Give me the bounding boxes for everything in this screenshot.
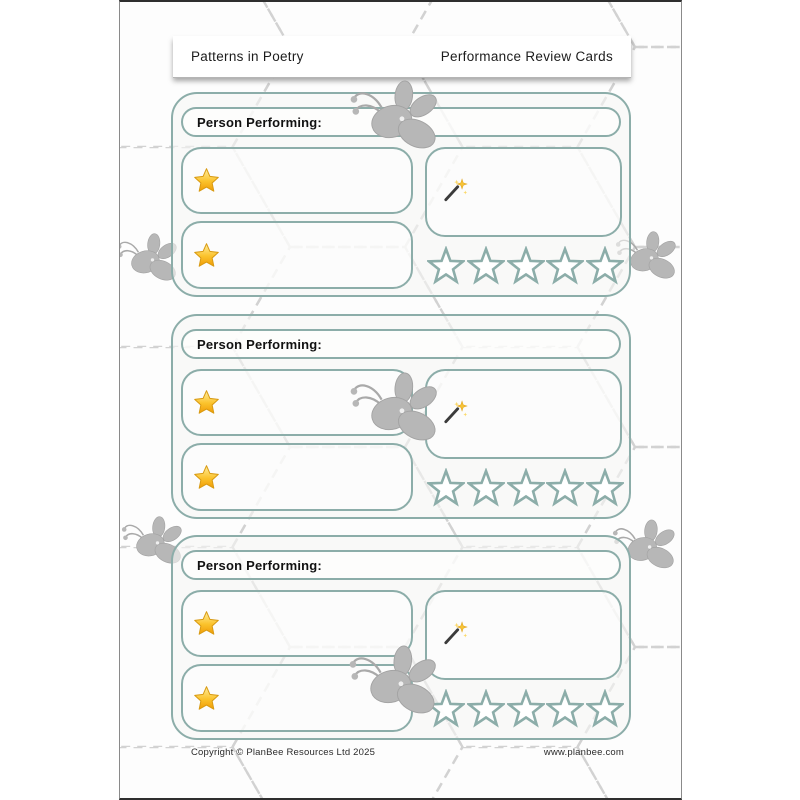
rating-star-icon <box>546 246 584 286</box>
rating-star-icon <box>507 246 545 286</box>
rating-star-icon <box>507 689 545 729</box>
strength-box-1 <box>181 147 413 214</box>
footer <box>191 747 624 758</box>
star-rating <box>427 467 624 508</box>
star-rating <box>427 688 624 729</box>
magic-wand-icon <box>442 399 468 425</box>
magic-wand-icon <box>442 177 468 203</box>
person-performing-field <box>181 550 621 580</box>
star-icon <box>193 685 220 712</box>
website-link[interactable]: www.planbee.com <box>543 747 624 758</box>
person-performing-label: Person Performing: <box>197 557 322 573</box>
rating-star-icon <box>507 468 545 508</box>
strength-box-2 <box>181 443 413 511</box>
resource-title: Performance Review Cards <box>440 49 613 64</box>
copyright-text: Copyright © PlanBee Resources Ltd 2025 <box>191 747 376 758</box>
rating-star-icon <box>586 246 624 286</box>
rating-star-icon <box>546 689 584 729</box>
person-performing-label: Person Performing: <box>197 114 322 130</box>
bee-icon <box>347 645 442 717</box>
rating-star-icon <box>427 468 465 508</box>
header-bar <box>173 36 631 77</box>
worksheet-page <box>119 0 682 800</box>
person-performing-label: Person Performing: <box>197 336 322 352</box>
star-icon <box>193 242 220 269</box>
star-icon <box>193 167 220 194</box>
bee-icon <box>348 80 443 152</box>
rating-star-icon <box>467 246 505 286</box>
lesson-title: Patterns in Poetry <box>191 49 304 64</box>
improvement-box <box>425 147 622 237</box>
improvement-box <box>425 590 622 680</box>
star-icon <box>193 610 220 637</box>
rating-star-icon <box>467 468 505 508</box>
rating-star-icon <box>467 689 505 729</box>
star-rating <box>427 245 624 286</box>
rating-star-icon <box>586 468 624 508</box>
strength-box-2 <box>181 221 413 289</box>
star-icon <box>193 464 220 491</box>
magic-wand-icon <box>442 620 468 646</box>
rating-star-icon <box>546 468 584 508</box>
person-performing-field <box>181 329 621 359</box>
rating-star-icon <box>427 246 465 286</box>
improvement-box <box>425 369 622 459</box>
star-icon <box>193 389 220 416</box>
rating-star-icon <box>586 689 624 729</box>
bee-icon <box>348 372 443 444</box>
